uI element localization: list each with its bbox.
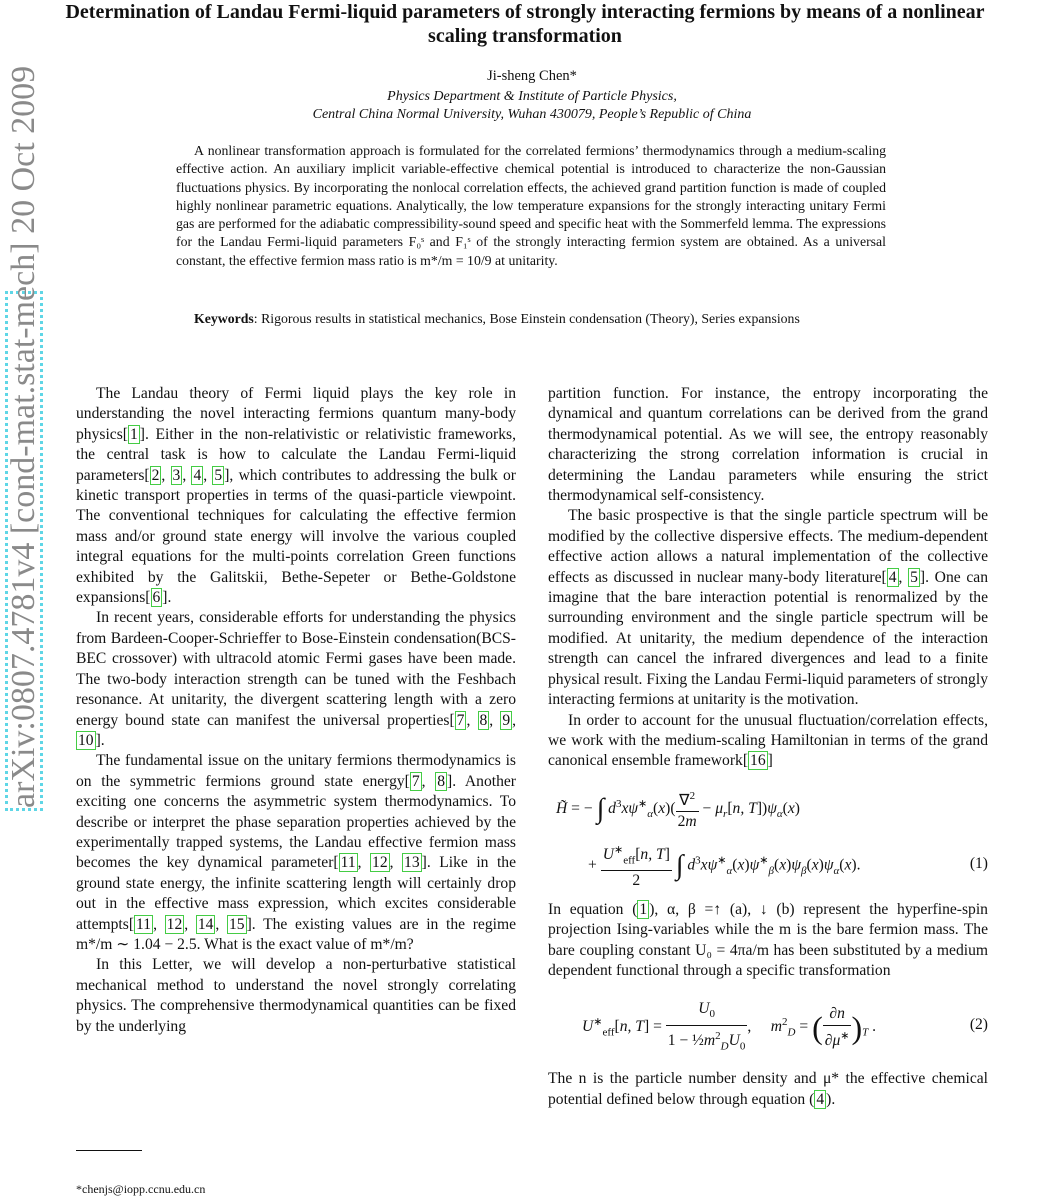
equation-1 [548,782,988,892]
citation-link[interactable]: 8 [437,772,446,790]
citation-link[interactable]: 16 [750,752,766,770]
paper-title: Determination of Landau Fermi-liquid parameters of strongly interacting fermions by means of a nonlinear scaling transformation [65,1,985,47]
equation-1-line-2: + $\frac{U^∗_{eff}[n, T]}{2}$ ∫ $d^3x\psi^∗_\alpha(x)\psi^∗_\beta(x)\psi_\beta(x)\psi_\alpha(x)$. [588,840,861,892]
equation-ref-link[interactable]: 1 [639,900,648,918]
right-paragraph-3: In order to account for the unusual fluctuation/correlation effects, we work with the medium-scaling Hamiltonian in terms of the grand canonical ensemble framework[ 16 ] [548,711,988,770]
left-column [76,384,516,1037]
citation-link[interactable]: 8 [479,711,488,729]
citation-link[interactable]: 6 [152,589,161,607]
right-paragraph-5: The n is the particle number density and μ* the effective chemical potential defined below through equation ( 4 ). [548,1070,988,1108]
right-paragraph-2: The basic prospective is that the single particle spectrum will be modified by the collective dispersive effects. The medium-dependent effective action allows a natural implementation of the collective effects as discussed in nuclear many-body literature[ 4 , 5 ]. One can imagine that the bare interaction potential is renormalized by the surrounding environment and the single particle spectrum will be modified. At unitarity, the medium dependence of the interaction strength can cancel the infrared divergences and lead to a finite physical result. Fixing the Landau Fermi-liquid parameters of strongly interacting fermions at unitarity is the motivation. [548,507,988,709]
equation-2-number: (2) [969,1016,988,1034]
citation-link[interactable]: 10 [78,731,94,749]
citation-link[interactable]: 2 [151,466,160,484]
citation-link[interactable]: 11 [340,854,356,872]
citation-link[interactable]: 14 [197,915,214,933]
left-paragraph-3: The fundamental issue on the unitary fermions thermodynamics is on the symmetric fermions ground state energy[ 7 , 8 ]. Another exciting one concerns the asymmetric system thermodynamics. To describe or interpret the phase separation properties achieved by the experimentally trapped systems, the Landau effective fermion mass becomes the key dynamical parameter[ 11 , 12 , 13 ]. Like in the ground state energy, the infinite scattering length will certainly drop out in the effective mass expression, which excites considerable attempts[ 11 , 12 , 14 , 15 ]. The existing values are in the regime m*/m ∼ 1.04 − 2.5. What is the exact value of m*/m? [76,752,517,953]
right-paragraph-1: partition function. For instance, the entropy incorporating the dynamical and quantum correlations can be derived from the grand thermodynamical potential. As we will see, the entropy reasonably characterizing the strong correlation information is crucial in determining the Landau parameters while ensuring the strict thermodynamical self-consistency. [548,385,988,505]
equation-1-line-1: H̃ = − ∫ $d^3x\psi^∗_\alpha(x)$( $\frac{\nabla^2}{2m}$ − $\mu_r[n$, $T])\psi_\alpha(x)$ [556,786,800,833]
left-paragraph-1: The Landau theory of Fermi liquid plays the key role in understanding the novel interacting fermions quantum many-body physics[ 1 ]. Either in the non-relativistic or relativistic frameworks, the central task is how to calculate the Landau Fermi-liquid parameters[ 2 , 3 , 4 , 5 ], which contributes to addressing the bulk or kinetic transport properties in terms of the quasi-particle viewpoint. The conventional techniques for calculating the effective fermion mass and/or ground state energy will involve the various coupled integral equations for the multi-points correlation Green functions exhibited by the Galitskii, Bethe-Sepeter or Bethe-Goldstone expansions[ 6 ]. [76,385,516,607]
citation-link[interactable]: 1 [129,425,138,443]
equation-2-body: $U^∗_{eff}[n$, T] = $\frac{U_0}{1 - \frac{1}{2}m^2_DU_0}$ , $m^2_D$ = ( $\frac{\partial n}{\partial\mu^∗}$ )$_T$ . [582,1000,877,1053]
citation-link[interactable]: 12 [166,915,183,933]
citation-link[interactable]: 7 [411,772,420,790]
equation-ref-link[interactable]: 4 [816,1090,825,1108]
citation-link[interactable]: 9 [502,711,511,729]
citation-link[interactable]: 3 [172,466,181,484]
citation-link[interactable]: 11 [136,915,152,933]
citation-link[interactable]: 7 [456,711,465,729]
right-paragraph-4: In equation ( 1 ), α, β =↑ (a), ↓ (b) represent the hyperfine-spin projection Ising-variables while the m is the bare fermion mass. The bare coupling constant U₀ = 4πa/m has been substituted by a medium dependent functional through a specific transformation [548,900,988,979]
citation-link[interactable]: 4 [193,466,202,484]
left-paragraph-4: In this Letter, we will develop a non-perturbative statistical mechanical method to understand the novel strongly correlating physics. The comprehensive thermodynamical quantities can be fixed by the underlying [76,956,516,1035]
left-paragraph-2: In recent years, considerable efforts for understanding the physics from Bardeen-Cooper-Schrieffer to Bose-Einstein condensation(BCS-BEC crossover) with ultracold atomic Fermi gases have been made. The two-body interaction strength can be tuned with the Feshbach resonance. At unitarity, the divergent scattering length with a zero energy bound state can manifest the universal properties[ 7 , 8 , 9 , 10 ]. [76,609,517,749]
citation-link[interactable]: 12 [372,854,388,872]
keywords-label: Keywords [194,311,254,326]
arxiv-identifier-stamp: arXiv:0807.4781v4 [cond-mat.stat-mech] 20 Oct 2009 [5,291,43,811]
citation-link[interactable]: 5 [910,568,918,586]
footnote-email: *chenjs@iopp.ccnu.edu.cn [76,1182,206,1196]
author-name: Ji-sheng Chen* [487,68,577,84]
citation-link[interactable]: 15 [228,915,245,933]
citation-link[interactable]: 13 [404,854,420,872]
footnote-rule [76,1150,142,1151]
keywords [176,310,886,328]
keywords-text: : Rigorous results in statistical mechanics, Bose Einstein condensation (Theory), Series expansions [253,311,800,326]
affiliation-line-1: Physics Department & Institute of Particle Physics, [387,89,677,104]
affiliation-line-2: Central China Normal University, Wuhan 430079, People’s Republic of China [312,107,752,122]
abstract: A nonlinear transformation approach is formulated for the correlated fermions’ thermodynamics through a medium-scaling effective action. An auxiliary implicit variable-effective chemical potential is introduced to characterize the non-Gaussian fluctuations physics. By incorporating the nonlocal correlation effects, the achieved grand partition function is made of coupled highly nonlinear parametric equations. Analytically, the low temperature expansions for the strongly interacting unitary Fermi gas are performed for the adiabatic compressibility-sound speed and specific heat with the Sommerfeld lemma. The expressions for the Landau Fermi-liquid parameters F₀ˢ and F₁ˢ of the strongly interacting fermion system are obtained. As a universal constant, the effective fermion mass ratio is m*/m = 10/9 at unitarity. [176,143,886,268]
citation-link[interactable]: 4 [888,568,897,586]
citation-link[interactable]: 5 [214,466,223,484]
equation-1-number: (1) [969,854,988,872]
right-column [548,384,988,1110]
equation-2 [548,991,988,1061]
